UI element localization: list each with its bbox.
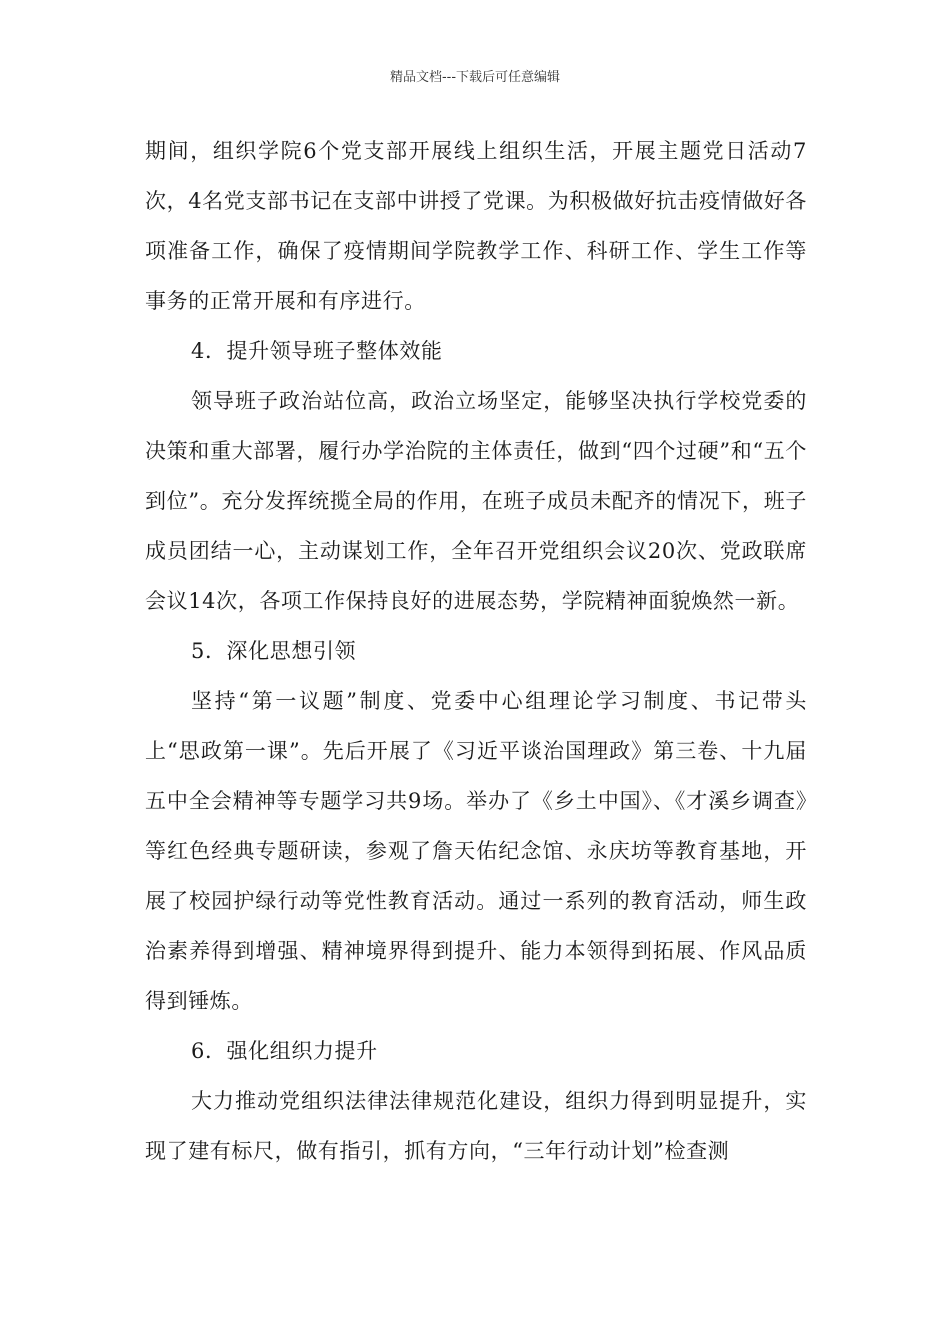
paragraph-organization: 大力推动党组织法律法律规范化建设，组织力得到明显提升，实现了建有标尺，做有指引，抓有方向，“三年行动计划”检查测 (145, 1089, 807, 1163)
section-heading-6: 6．强化组织力提升 (191, 1039, 378, 1063)
paragraph-continued: 期间，组织学院6个党支部开展线上组织生活，开展主题党日活动7次，4名党支部书记在支部中讲授了党课。为积极做好抗击疫情做好各项准备工作，确保了疫情期间学院教学工作、科研工作、学生工作等事务的正常开展和有序进行。 (145, 139, 807, 313)
section-heading-4: 4．提升领导班子整体效能 (191, 339, 443, 363)
document-body (145, 126, 807, 1176)
paragraph-leadership: 领导班子政治站位高，政治立场坚定，能够坚决执行学校党委的决策和重大部署，履行办学治院的主体责任，做到“四个过硬”和“五个到位”。充分发挥统揽全局的作用，在班子成员未配齐的情况下，班子成员团结一心，主动谋划工作，全年召开党组织会议20次、党政联席会议14次，各项工作保持良好的进展态势，学院精神面貌焕然一新。 (145, 389, 807, 613)
section-heading-5: 5．深化思想引领 (191, 639, 357, 663)
paragraph-ideology: 坚持“第一议题”制度、党委中心组理论学习制度、书记带头上“思政第一课”。先后开展了《习近平谈治国理政》第三卷、十九届五中全会精神等专题学习共9场。举办了《乡土中国》、《才溪乡调查》等红色经典专题研读，参观了詹天佑纪念馆、永庆坊等教育基地，开展了校园护绿行动等党性教育活动。通过一系列的教育活动，师生政治素养得到增强、精神境界得到提升、能力本领得到拓展、作风品质得到锤炼。 (145, 689, 807, 1013)
page-header: 精品文档---下载后可任意编辑 (389, 70, 561, 85)
